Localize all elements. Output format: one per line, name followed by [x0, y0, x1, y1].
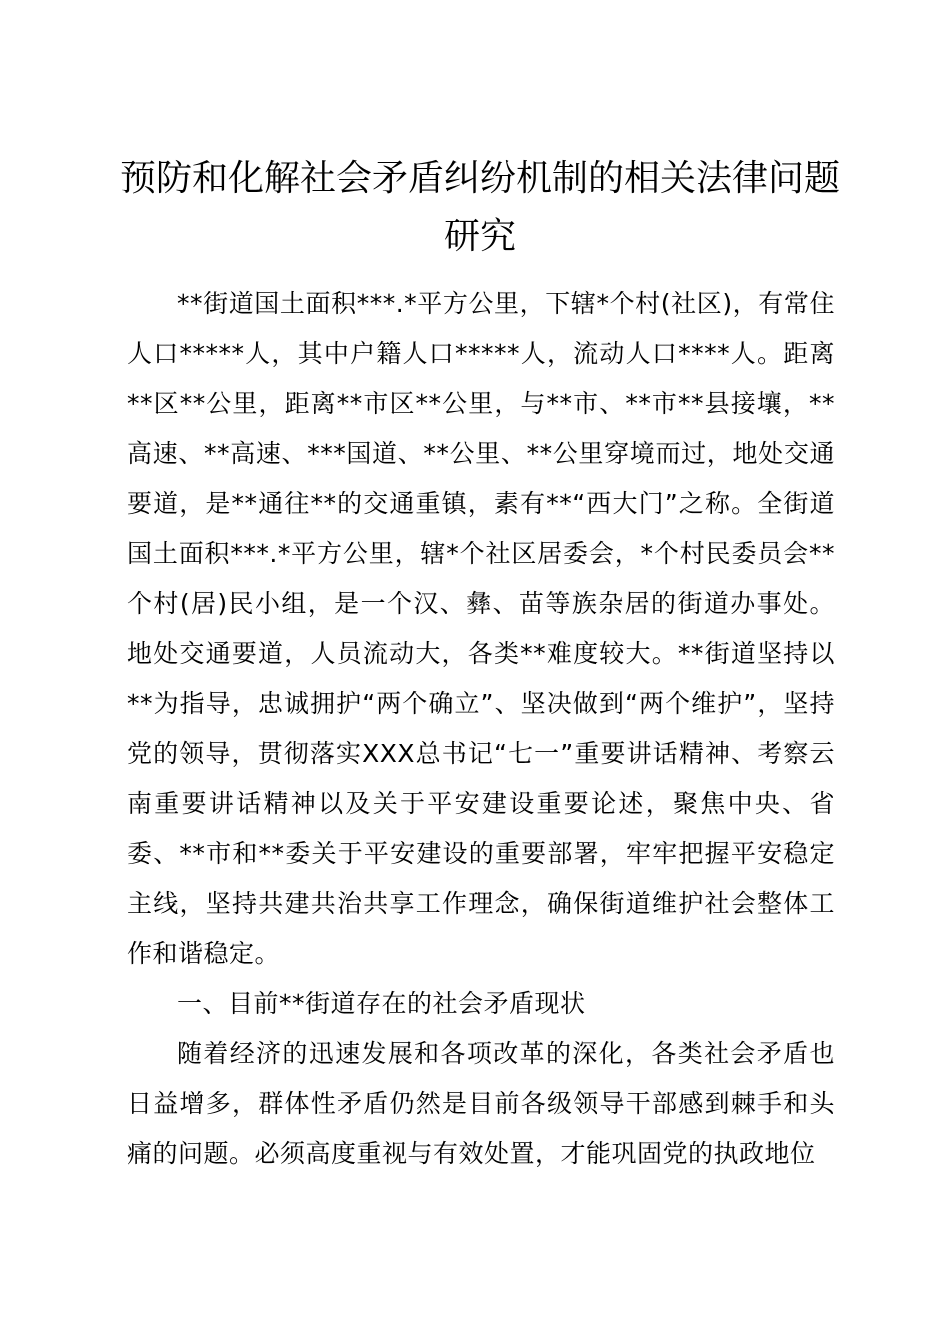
paragraph-intro: **街道国土面积***.*平方公里，下辖*个村(社区)，有常住人口*****人，其中户籍人口*****人，流动人口****人。距离**区**公里，距离**市区**公里，与**市、**市**县接壤，**高速、**高速、***国道、**公里、**公里穿境而过，地处交通要道，是**通往**的交通重镇，素有**“西大门”之称。全街道国土面积***.*平方公里，辖*个社区居委会，*个村民委员会**个村(居)民小组，是一个汉、彝、苗等族杂居的街道办事处。地处交通要道，人员流动大，各类**难度较大。**街道坚持以**为指导，忠诚拥护“两个确立”、坚决做到“两个维护”，坚持党的领导，贯彻落实XXX总书记“七一”重要讲话精神、考察云南重要讲话精神以及关于平安建设重要论述，聚焦中央、省委、**市和**委关于平安建设的重要部署，牢牢把握平安稳定主线，坚持共建共治共享工作理念，确保街道维护社会整体工作和谐稳定。 — [127, 289, 835, 968]
document-body — [127, 279, 835, 1179]
section-heading-1: 一、目前**街道存在的社会矛盾现状 — [177, 989, 586, 1018]
paragraph-section-1: 随着经济的迅速发展和各项改革的深化，各类社会矛盾也日益增多，群体性矛盾仍然是目前各级领导干部感到棘手和头痛的问题。必须高度重视与有效处置，才能巩固党的执政地位 — [127, 1039, 835, 1168]
document-title: 预防和化解社会矛盾纠纷机制的相关法律问题研究 — [119, 158, 840, 257]
